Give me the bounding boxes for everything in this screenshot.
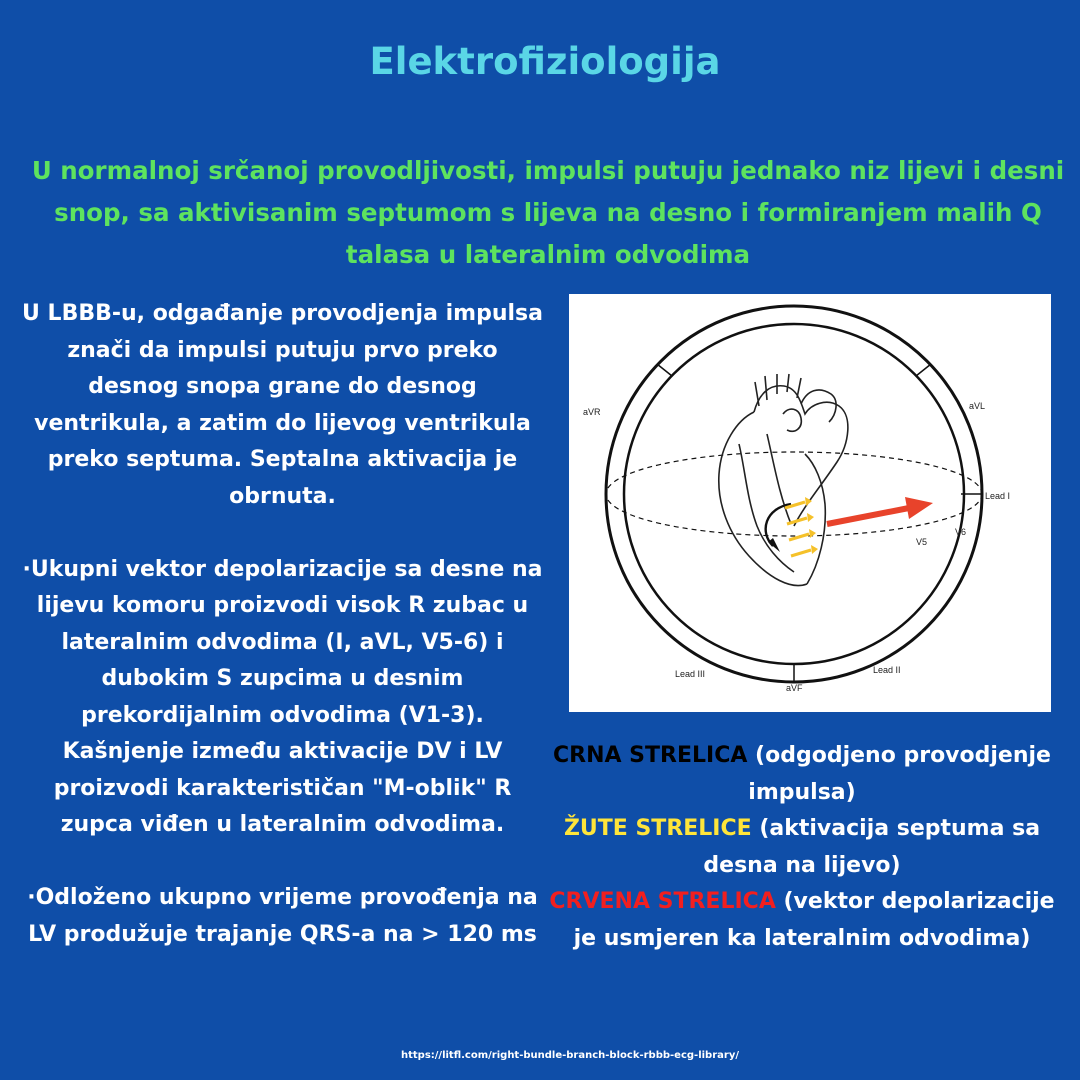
- tick-avl: [916, 364, 931, 376]
- arrow-legend: [548, 738, 1056, 957]
- source-link[interactable]: https://litfl.com/right-bundle-branch-block-rbbb-ecg-library/: [400, 1050, 739, 1061]
- legend-black-key: CRNA STRELICA: [553, 743, 748, 768]
- label-lead3: Lead III: [675, 669, 706, 679]
- lbbb-explanation: [20, 296, 545, 953]
- label-avf: aVF: [786, 683, 803, 693]
- label-lead2: Lead II: [873, 665, 901, 675]
- page-title: Elektrofiziologija: [369, 40, 721, 83]
- legend-yellow-desc: (aktivacija septuma sa desna na lijevo): [703, 816, 1041, 878]
- legend-yellow-key: ŽUTE STRELICE: [563, 816, 752, 841]
- red-vector-arrow: [827, 508, 909, 524]
- legend-black-desc: (odgodjeno provodjenje impulsa): [747, 743, 1051, 805]
- red-vector-arrowhead: [905, 497, 933, 519]
- label-lead1: Lead I: [985, 491, 1011, 501]
- yellow-arrows: [785, 497, 818, 556]
- lbbb-paragraph-3: ·Odloženo ukupno vrijeme provođenja na LV produžuje trajanje QRS-a na > 120 ms: [27, 885, 538, 947]
- lbbb-paragraph-2: ·Ukupni vektor depolarizacije sa desne na lijevu komoru proizvodi visok R zubac u lateralnim odvodima (I, aVL, V5-6) i dubokim S zupcima u desnim prekordijalnim odvodima (V1-3). Kašnjenje između aktivacije DV i LV proizvodi karakterističan "M-oblik" R zupca viđen u lateralnim odvodima.: [22, 556, 543, 837]
- black-arrow: [766, 504, 791, 546]
- inner-circle: [624, 324, 967, 664]
- legend-black: [548, 738, 1056, 811]
- label-v6: V6: [955, 527, 967, 537]
- heart-vector-svg: [569, 294, 1051, 712]
- tick-avr: [657, 364, 672, 376]
- intro-text: U normalnoj srčanoj provodljivosti, impulsi putuju jednako niz lijevi i desni snop, sa aktivisanim septumom s lijeva na desno i formiranjem malih Q talasa u lateralnim odvodima: [31, 156, 1065, 269]
- lbbb-paragraph-1: U LBBB-u, odgađanje provodjenja impulsa znači da impulsi putuju prvo preko desnog snopa grane do desnog ventrikula, a zatim do lijevog ventrikula preko septuma. Septalna aktivacija je obrnuta.: [22, 301, 543, 509]
- legend-red-desc: (vektor depolarizacije je usmjeren ka lateralnim odvodima): [573, 889, 1055, 951]
- heart-outline: [719, 374, 848, 586]
- heart-vector-diagram: [569, 294, 1051, 712]
- label-avr: aVR: [583, 407, 601, 417]
- legend-yellow: [548, 811, 1056, 884]
- outer-circle: [606, 306, 982, 682]
- legend-red: [548, 884, 1056, 957]
- legend-red-key: CRVENA STRELICA: [549, 889, 776, 914]
- label-v5: V5: [916, 537, 928, 547]
- label-avl: aVL: [969, 401, 986, 411]
